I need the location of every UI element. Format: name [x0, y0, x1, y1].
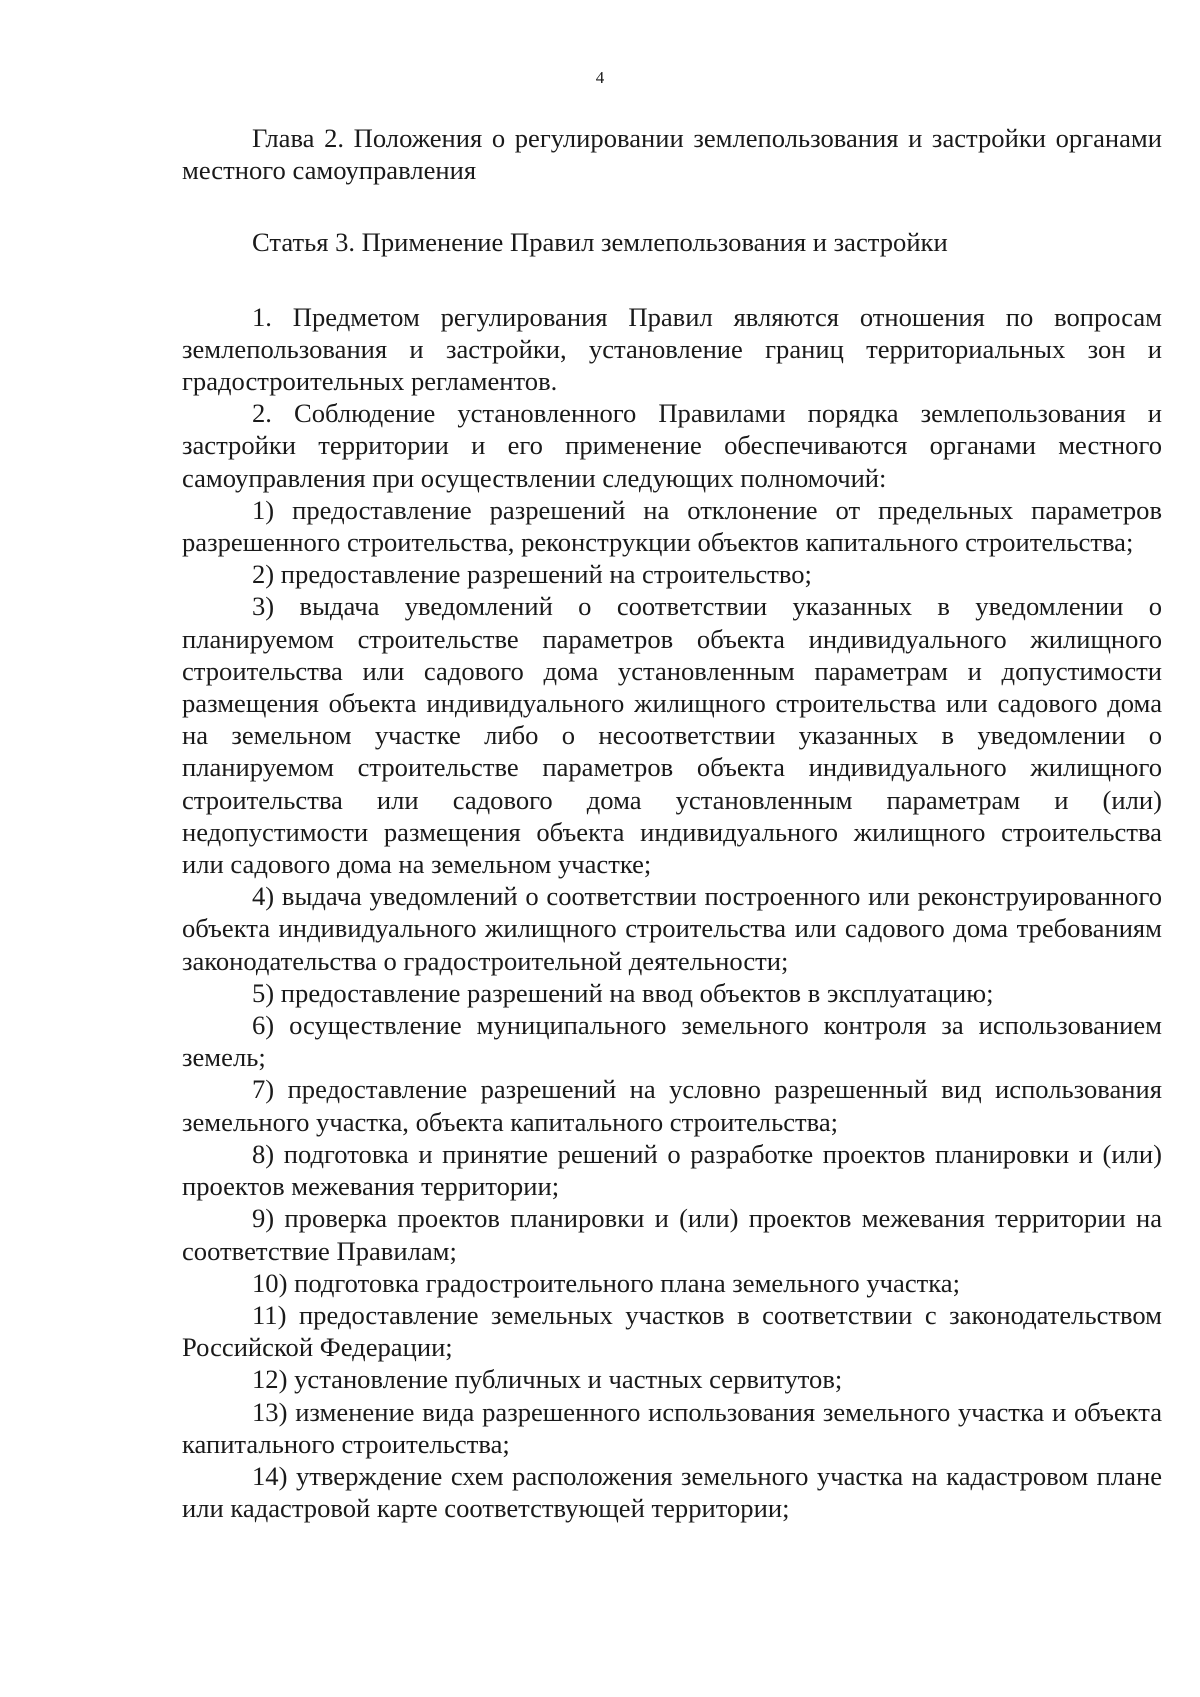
article-heading: Статья 3. Применение Правил землепользования и застройки: [252, 227, 948, 258]
document-body: [182, 122, 1162, 1524]
page-number: 4: [595, 68, 605, 87]
list-item: 2) предоставление разрешений на строительство;: [252, 559, 812, 590]
list-item: 13) изменение вида разрешенного использования земельного участка и объекта капитального строительства;: [182, 1396, 1162, 1459]
paragraph: 2. Соблюдение установленного Правилами порядка землепользования и застройки территории и его применение обеспечиваются органами местного самоуправления при осуществлении следующих полномочий:: [182, 398, 1162, 493]
list-item: 12) установление публичных и частных сервитутов;: [252, 1364, 843, 1395]
list-item: 9) проверка проектов планировки и (или) проектов межевания территории на соответствие Правилам;: [182, 1203, 1162, 1266]
list-item: 3) выдача уведомлений о соответствии указанных в уведомлении о планируемом строительстве параметров объекта индивидуального жилищного строительства или садового дома установленным параметрам и допустимости размещения объекта индивидуального жилищного строительства или садового дома на земельном участке либо о несоответствии указанных в уведомлении о планируемом строительстве параметров объекта индивидуального жилищного строительства или садового дома установленным параметрам и (или) недопустимости размещения объекта индивидуального жилищного строительства или садового дома на земельном участке;: [182, 591, 1162, 880]
list-item: 6) осуществление муниципального земельного контроля за использованием земель;: [182, 1010, 1162, 1073]
list-item: 1) предоставление разрешений на отклонение от предельных параметров разрешенного строительства, реконструкции объектов капитального строительства;: [182, 494, 1162, 558]
paragraph: 1. Предметом регулирования Правил являются отношения по вопросам землепользования и застройки, установление границ территориальных зон и градостроительных регламентов.: [182, 301, 1162, 397]
list-item: 5) предоставление разрешений на ввод объектов в эксплуатацию;: [252, 977, 994, 1008]
list-item: 4) выдача уведомлений о соответствии построенного или реконструированного объекта индивидуального жилищного строительства или садового дома требованиям законодательства о градостроительной деятельности;: [182, 881, 1162, 976]
list-item: 11) предоставление земельных участков в соответствии с законодательством Российской Федерации;: [182, 1299, 1162, 1363]
list-item: 14) утверждение схем расположения земельного участка на кадастровом плане или кадастровой карте соответствующей территории;: [182, 1460, 1162, 1524]
list-item: 7) предоставление разрешений на условно разрешенный вид использования земельного участка, объекта капитального строительства;: [182, 1074, 1162, 1137]
list-item: 10) подготовка градостроительного плана земельного участка;: [252, 1267, 960, 1298]
list-item: 8) подготовка и принятие решений о разработке проектов планировки и (или) проектов межевания территории;: [182, 1138, 1162, 1202]
chapter-heading: Глава 2. Положения о регулировании землепользования и застройки органами местного самоуправления: [182, 123, 1162, 186]
